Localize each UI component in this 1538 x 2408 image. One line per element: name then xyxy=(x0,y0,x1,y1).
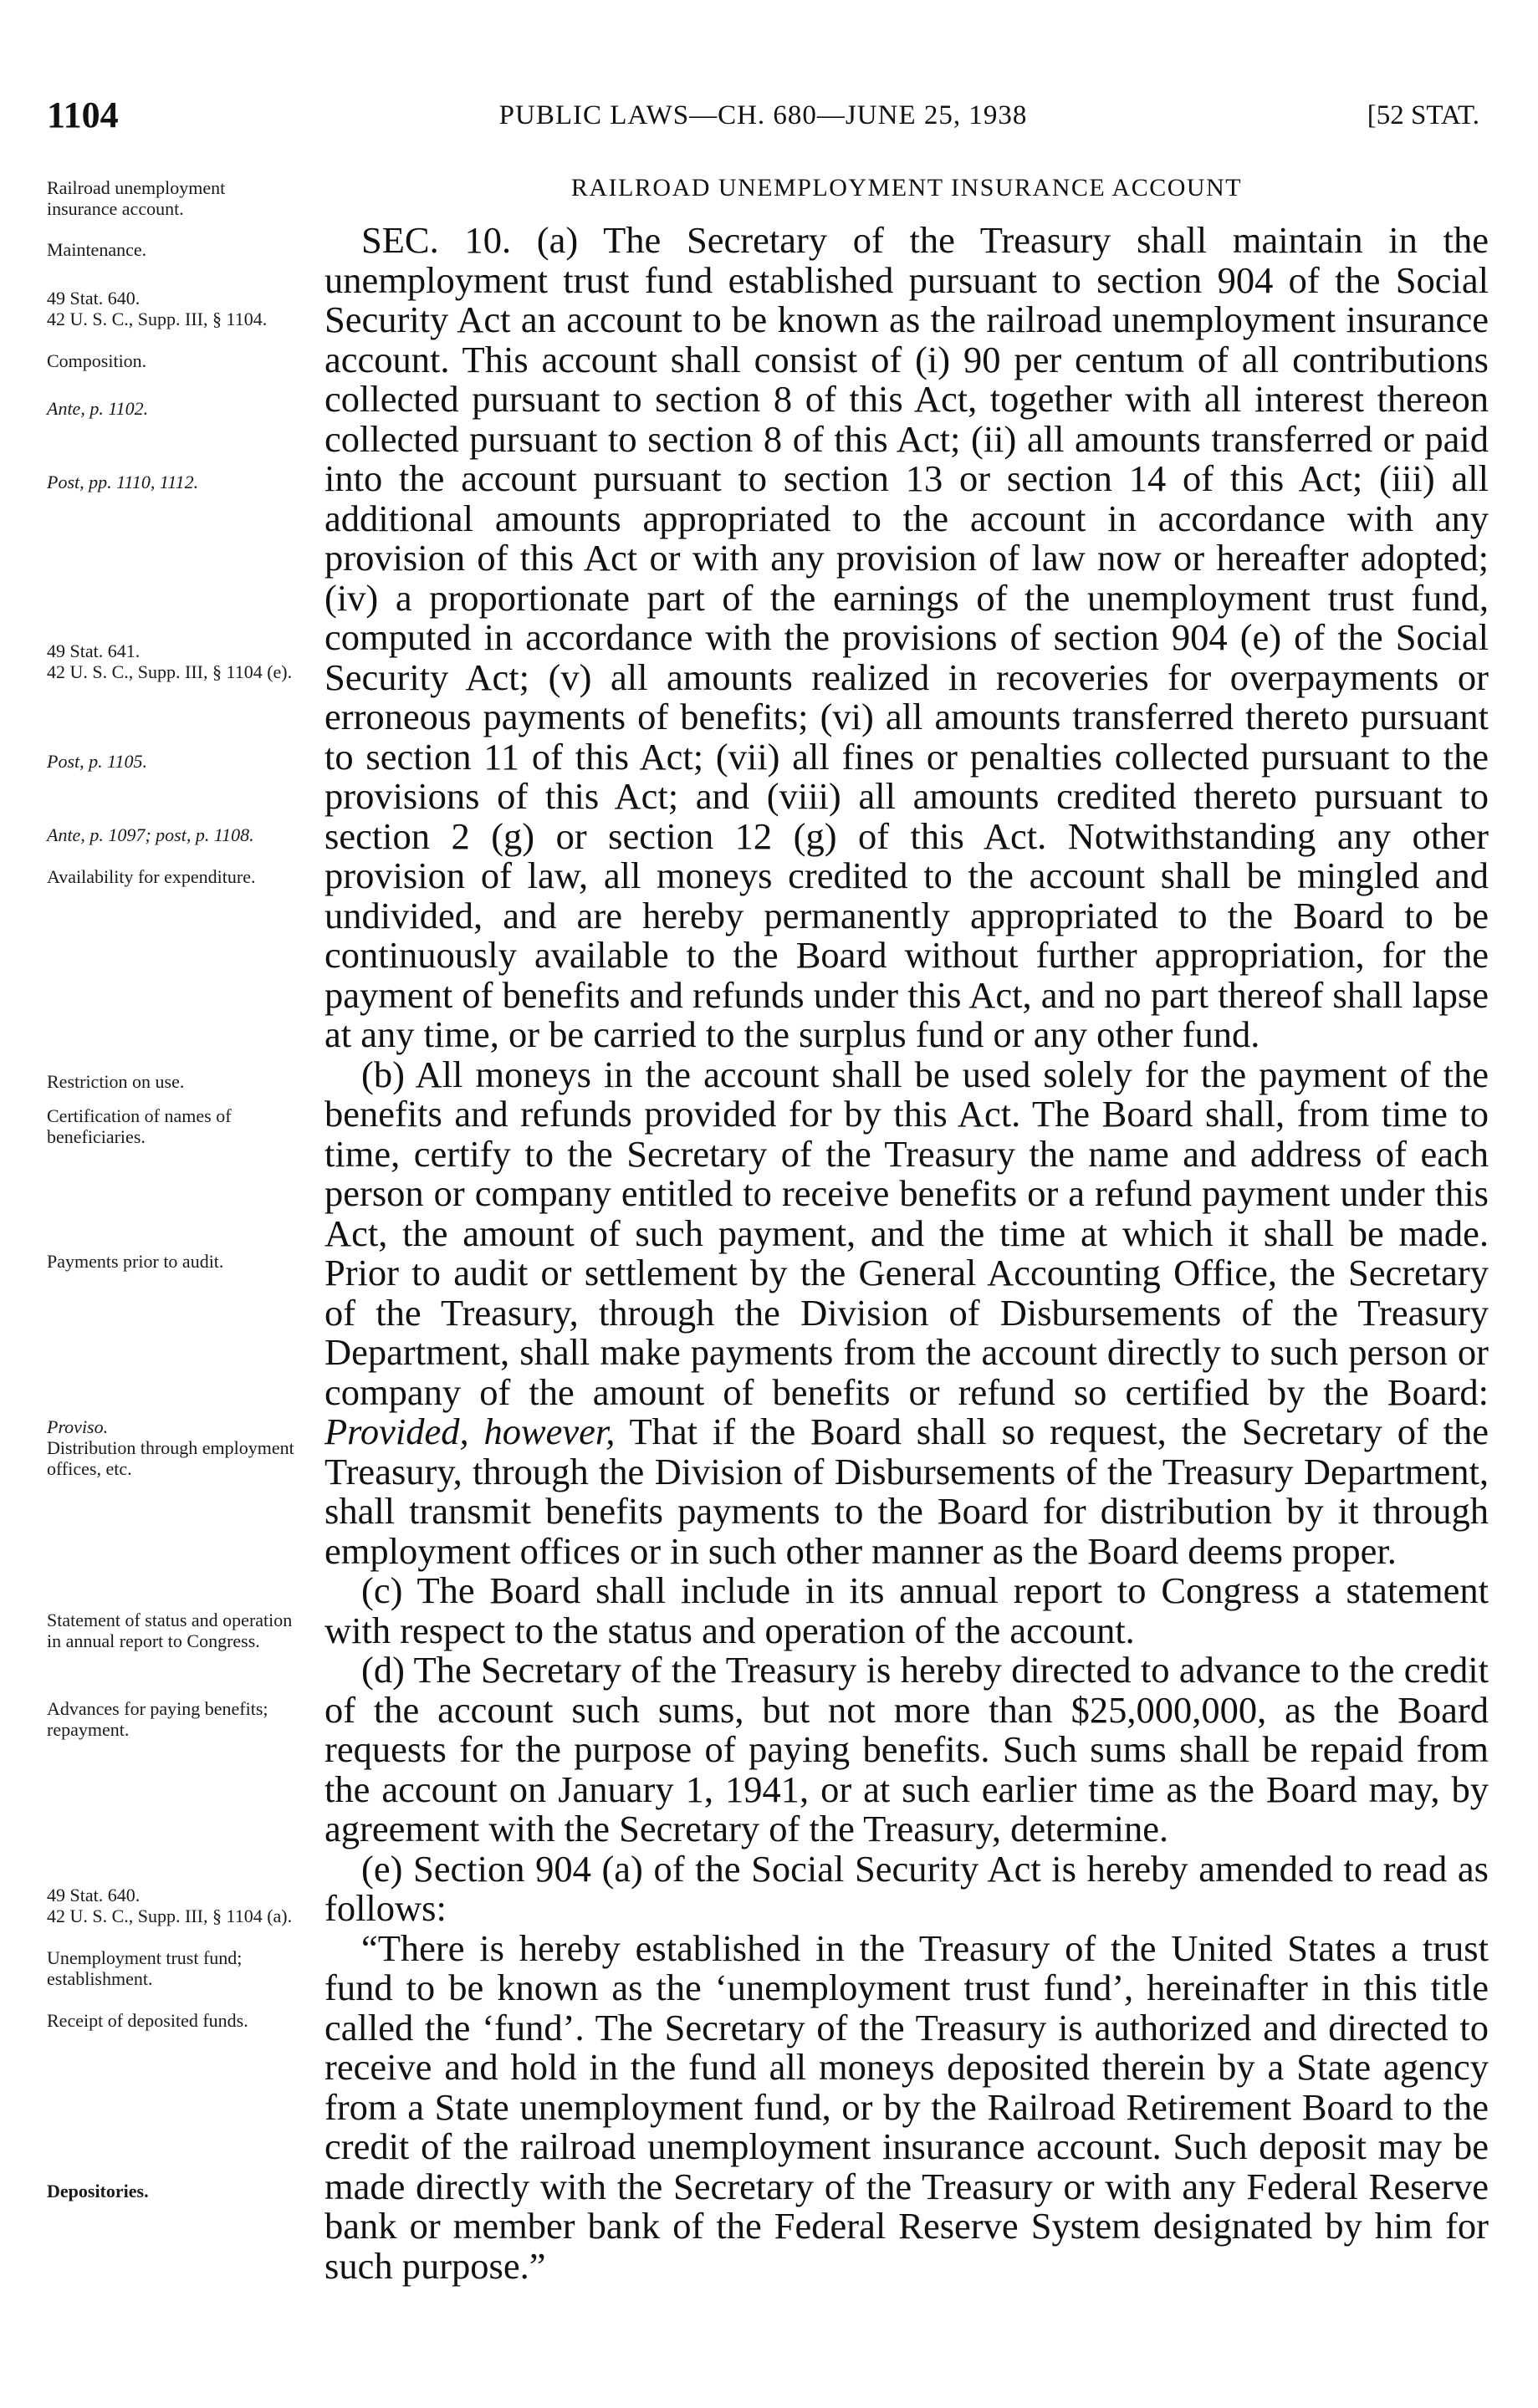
statute-body xyxy=(324,174,1489,2286)
margin-note-advances: Advances for paying benefits; repayment. xyxy=(47,1698,268,1740)
paragraph-e-quote: “There is hereby established in the Treasury of the United States a trust fund to be known as the ‘unemployment trust fund’, hereinafter in this title called the ‘fund’. The Secretary of the Treasury is authorized and directed to receive and hold in the fund all moneys deposited therein by a State agency from a State unemployment fund, or by the Railroad Retirement Board to the credit of the railroad unemployment insurance account. Such deposit may be made directly with the Secretary of the Treasury or with any Federal Reserve bank or member bank of the Federal Reserve System designated by him for such purpose.” xyxy=(324,1926,1489,2287)
margin-note-citation: 42 U. S. C., Supp. III, § 1104 (a). xyxy=(47,1905,293,1926)
margin-note-citation: 49 Stat. 640. xyxy=(47,1885,141,1905)
page-header xyxy=(47,94,1479,144)
margin-note-certification: Certification of names of beneficiaries. xyxy=(47,1105,232,1147)
paragraph-b xyxy=(324,1055,1489,1572)
margin-note-reference: Ante, p. 1097; post, p. 1108. xyxy=(47,824,254,845)
paragraph-b-proviso: That if the Board shall so request, the Secretary of the Treasury, through the Division of Disbursements of the Treasury Department, shall transmit benefits payments to the Board for distribution by it through employment offices or in such other manner as the Board deems proper. xyxy=(324,1411,1489,1572)
margin-note-payments: Payments prior to audit. xyxy=(47,1251,224,1272)
margin-note-trust-fund: Unemployment trust fund; establishment. xyxy=(47,1947,243,1989)
margin-note-citation: 42 U. S. C., Supp. III, § 1104 (e). xyxy=(47,661,293,682)
margin-note-composition: Composition. xyxy=(47,350,147,371)
margin-note-distribution: Distribution through employment offices, etc. xyxy=(47,1437,294,1479)
paragraph-a: SEC. 10. (a) The Secretary of the Treasury shall maintain in the unemployment trust fund established pursuant to section 904 of the Social Security Act an account to be known as the railroad unemployment insurance account. This account shall consist of (i) 90 per centum of all contributions collected pursuant to section 8 of this Act, together with all interest thereon collected pursuant to section 8 of this Act; (ii) all amounts transferred or paid into the account pursuant to section 13 or section 14 of this Act; (iii) all additional amounts appropriated to the account in accordance with any provision of this Act or with any provision of law now or hereafter adopted; (iv) a proportionate part of the earnings of the unemployment trust fund, computed in accordance with the provisions of section 904 (e) of the Social Security Act; (v) all amounts realized in recoveries for overpayments or erroneous payments of benefits; (vi) all amounts transferred thereto pursuant to section 11 of this Act; (vii) all fines or penalties collected pursuant to the provisions of this Act; and (viii) all amounts credited thereto pursuant to section 2 (g) or section 12 (g) of this Act. Notwithstanding any other provision of law, all moneys credited to the account shall be mingled and undivided, and are hereby permanently appropriated to the Board to be continuously available to the Board without further appropriation, for the payment of benefits and refunds under this Act, and no part thereof shall lapse at any time, or be carried to the surplus fund or any other fund. xyxy=(324,219,1489,1055)
margin-note-deposited-funds: Receipt of deposited funds. xyxy=(47,2010,248,2031)
margin-note-proviso: Proviso. xyxy=(47,1416,109,1437)
margin-note-availability: Availability for expenditure. xyxy=(47,866,256,887)
running-title: PUBLIC LAWS—CH. 680—JUNE 25, 1938 xyxy=(498,100,1028,130)
margin-note-restriction: Restriction on use. xyxy=(47,1071,185,1092)
proviso-phrase: Provided, however, xyxy=(324,1411,616,1452)
page-number: 1104 xyxy=(47,94,119,135)
volume-reference: [52 STAT. xyxy=(1367,100,1479,130)
margin-note-reference: Post, p. 1105. xyxy=(47,751,147,772)
margin-note-reference: Post, pp. 1110, 1112. xyxy=(47,472,199,492)
margin-note-citation: 42 U. S. C., Supp. III, § 1104. xyxy=(47,309,268,329)
margin-note-citation: 49 Stat. 640. xyxy=(47,288,141,309)
margin-note-maintenance: Maintenance. xyxy=(47,239,147,260)
paragraph-c: (c) The Board shall include in its annual report to Congress a statement with respect to the status and operation of the account. xyxy=(324,1569,1489,1651)
margin-note-reference: Ante, p. 1102. xyxy=(47,398,149,419)
paragraph-b-main: (b) All moneys in the account shall be used solely for the payment of the benefits and refunds provided for by this Act. The Board shall, from time to time, certify to the Secretary of the Treasury the name and address of each person or company entitled to receive benefits or a refund payment under this Act, the amount of such payment, and the time at which it shall be made. Prior to audit or settlement by the General Accounting Office, the Secretary of the Treasury, through the Division of Disbursements of the Treasury Department, shall make payments from the account directly to such person or company of the amount of benefits or refund so certified by the Board: xyxy=(324,1053,1489,1413)
margin-note-citation: 49 Stat. 641. xyxy=(47,640,141,661)
margin-note-depositories: Depositories. xyxy=(47,2181,149,2201)
paragraph-d: (d) The Secretary of the Treasury is hereby directed to advance to the credit of the account such sums, but not more than $25,000,000, as the Board requests for the purpose of paying benefits. Such sums shall be repaid from the account on January 1, 1941, or at such earlier time as the Board may, by agreement with the Secretary of the Treasury, determine. xyxy=(324,1649,1489,1849)
paragraph-e: (e) Section 904 (a) of the Social Security Act is hereby amended to read as follows: xyxy=(324,1847,1489,1929)
margin-note-account: Railroad unemployment insurance account. xyxy=(47,177,226,219)
section-heading: RAILROAD UNEMPLOYMENT INSURANCE ACCOUNT xyxy=(570,174,1243,202)
margin-note-annual-report: Statement of status and operation in annual report to Congress. xyxy=(47,1610,293,1651)
